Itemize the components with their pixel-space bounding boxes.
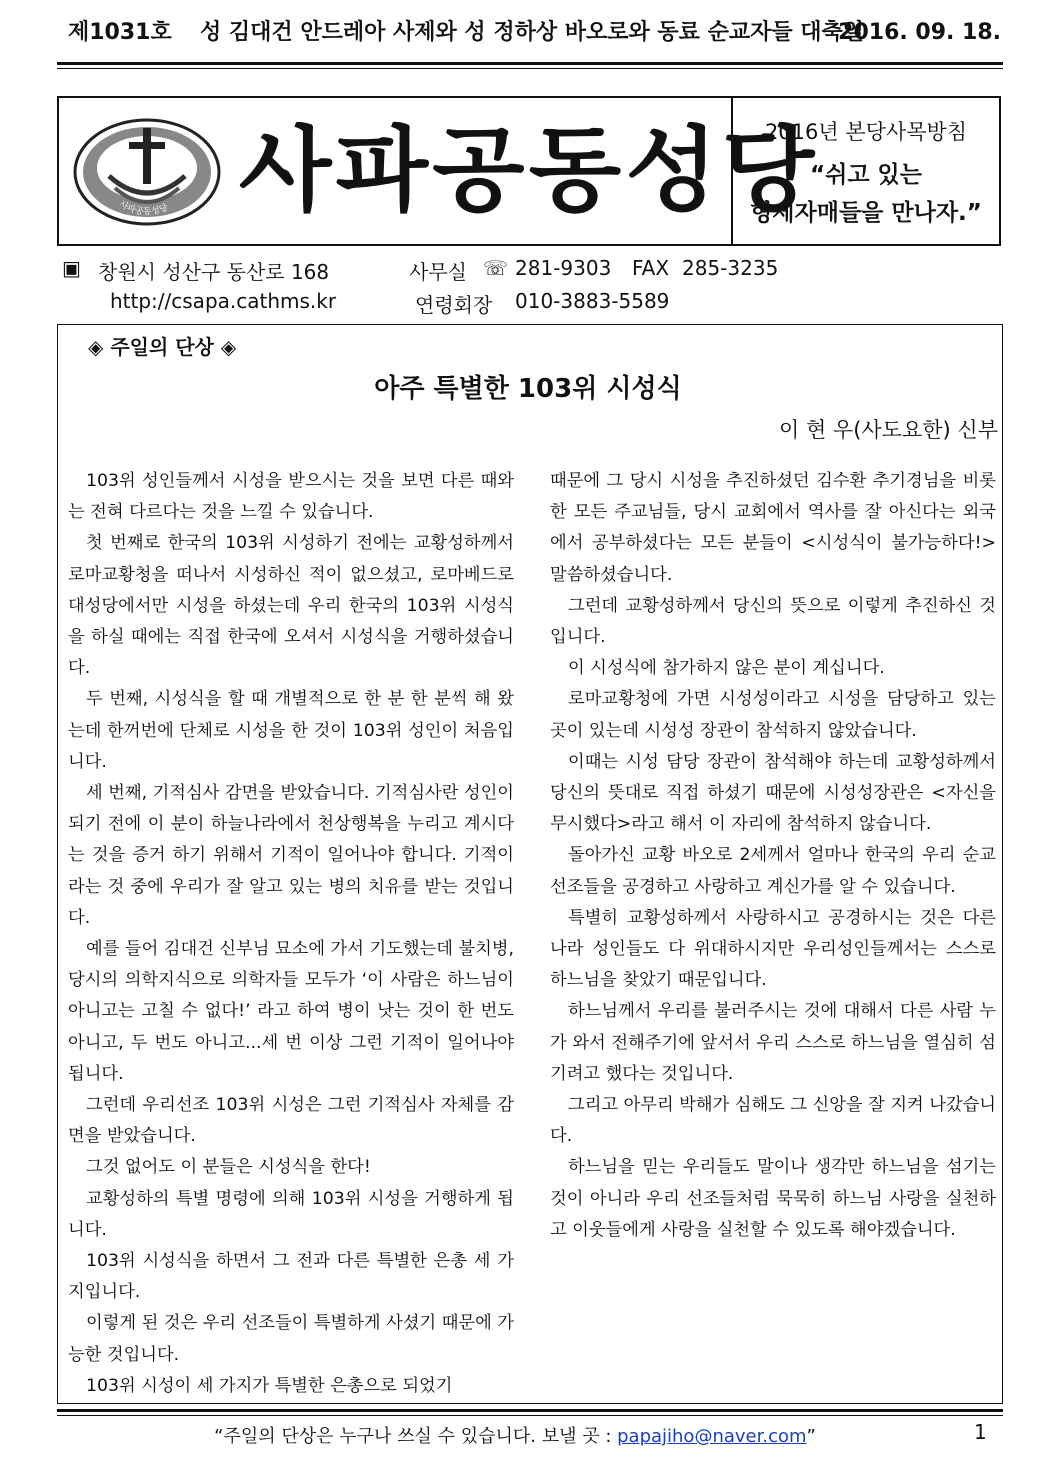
motto-line-1: “쉬고 있는 xyxy=(810,162,922,188)
issue-date: 2016. 09. 18. xyxy=(838,20,1001,45)
pastoral-motto xyxy=(731,98,999,244)
parish-emblem-icon xyxy=(73,118,221,226)
email-link[interactable]: papajiho@naver.com xyxy=(617,1426,807,1447)
paragraph: 두 번째, 시성식을 할 때 개별적으로 한 분 한 분씩 해 왔는데 한꺼번에 단체로 시성을 한 것이 103위 성인이 처음입니다. xyxy=(68,689,514,772)
paragraph: 그런데 우리선조 103위 시성은 그런 기적심사 자체를 감면을 받았습니다. xyxy=(68,1095,514,1147)
office-label: 사무실 xyxy=(409,260,467,284)
footer-rule-thin xyxy=(57,1415,1003,1416)
paragraph: 하느님을 믿는 우리들도 말이나 생각만 하느님을 섬기는 것이 아니라 우리 선조들처럼 묵묵히 하느님 사랑을 실천하고 이웃들에게 사랑을 실천할 수 있도록 해야겠습니다. xyxy=(550,1157,996,1240)
paragraph: 그런데 교황성하께서 당신의 뜻으로 이렇게 추진하신 것입니다. xyxy=(550,595,996,648)
issue-header xyxy=(60,6,1005,60)
footer-rule xyxy=(57,1409,1003,1412)
fax-label: FAX xyxy=(632,256,670,280)
paragraph: 하느님께서 우리를 불러주시는 것에 대해서 다른 사람 누가 와서 전해주기에 앞서서 우리 스스로 하느님을 열심히 섬기려고 했다는 것입니다. xyxy=(550,1001,996,1084)
paragraph: 그리고 아무리 박해가 심해도 그 신앙을 잘 지켜 나갔습니다. xyxy=(550,1095,996,1147)
newsletter-name: 사파공동성당 xyxy=(239,117,819,224)
paragraph: 때문에 그 당시 시성을 추진하셨던 김수환 추기경님을 비롯한 모든 주교님들, 당시 교회에서 역사를 잘 아신다는 외국에서 공부하셨다는 모든 분들이 <시성식이 불가능하다!> 말씀하셨습니다. xyxy=(550,471,996,585)
paragraph: 103위 성인들께서 시성을 받으시는 것을 보면 다른 때와는 전혀 다르다는 것을 느낄 수 있습니다. xyxy=(68,471,514,523)
article-column-left xyxy=(68,466,514,1396)
contact-info xyxy=(62,256,1002,320)
motto-line-2: 형제자매들을 만나자.” xyxy=(750,200,982,226)
paragraph: 103위 시성식을 하면서 그 전과 다른 특별한 은총 세 가지입니다. xyxy=(68,1251,514,1303)
chair-label: 연령회장 xyxy=(415,293,493,317)
paragraph: 교황성하의 특별 명령에 의해 103위 시성을 거행하게 됩니다. xyxy=(68,1188,514,1240)
logo-area xyxy=(59,98,819,244)
footer-text-end: ” xyxy=(806,1426,816,1447)
website-link[interactable]: http://csapa.cathms.kr xyxy=(110,289,337,313)
paragraph: 이때는 시성 담당 장관이 참석해야 하는데 교황성하께서 당신의 뜻대로 직접 하셨기 때문에 시성성장관은 <자신을 무시했다>라고 해서 이 자리에 참석하지 않습니다. xyxy=(550,751,996,835)
page-number: 1 xyxy=(974,1420,987,1444)
paragraph: 이 시성식에 참가하지 않은 분이 계십니다. xyxy=(568,658,885,679)
emblem-text: 사파공동성당 xyxy=(117,199,170,218)
paragraph: 그것 없어도 이 분들은 시성식을 한다! xyxy=(86,1157,371,1178)
paragraph: 이렇게 된 것은 우리 선조들이 특별하게 사셨기 때문에 가능한 것입니다. xyxy=(68,1313,514,1365)
masthead xyxy=(57,96,1001,246)
motto-year: 2016년 본당사목방침 xyxy=(764,120,968,144)
article-author: 이 현 우(사도요한) 신부 xyxy=(779,418,998,442)
phone-icon: ☏ xyxy=(483,256,509,280)
paragraph: 특별히 교황성하께서 사랑하시고 공경하시는 것은 다른 나라 성인들도 다 위대하시지만 우리성인들께서는 스스로 하느님을 찾았기 때문입니다. xyxy=(550,907,996,991)
issue-number: 제1031호 xyxy=(68,20,172,45)
office-phone: 281-9303 xyxy=(515,256,612,280)
paragraph: 세 번째, 기적심사 감면을 받았습니다. 기적심사란 성인이 되기 전에 이 분이 하늘나라에서 천상행복을 누리고 계시다는 것을 증거 하기 위해서 기적이 일어나야 합니다. 기적이라는 것 중에 우리가 잘 알고 있는 병의 치유를 받는 것입니다. xyxy=(68,783,514,928)
section-label: ◈ 주일의 단상 ◈ xyxy=(88,335,237,359)
article-title: 아주 특별한 103위 시성식 xyxy=(374,374,682,404)
paragraph: 로마교황청에 가면 시성성이라고 시성을 담당하고 있는 곳이 있는데 시성성 장관이 참석하지 않았습니다. xyxy=(550,689,996,741)
paragraph: 첫 번째로 한국의 103위 시성하기 전에는 교황성하께서 로마교황청을 떠나서 시성하신 적이 없으셨고, 로마베드로 대성당에서만 시성을 하셨는데 우리 한국의 103위 시성식을 하실 때에는 직접 한국에 오셔서 시성식을 거행하셨습니다. xyxy=(68,533,514,679)
chair-phone: 010-3883-5589 xyxy=(515,289,670,313)
square-marker-icon: ▣ xyxy=(62,256,81,280)
feast-title: 성 김대건 안드레아 사제와 성 정하상 바오로와 동료 순교자들 대축일 xyxy=(200,20,864,45)
paragraph: 103위 시성이 세 가지가 특별한 은총으로 되었기 xyxy=(86,1375,453,1396)
paragraph: 예를 들어 김대건 신부님 묘소에 가서 기도했는데 불치병, 당시의 의학지식으로 의학자들 모두가 ‘이 사람은 하느님이 아니고는 고칠 수 없다!’ 라고 하여 병이 낫는 것이 한 번도 아니고, 두 번도 아니고...세 번 이상 그런 기적이 일어나야 됩니다. xyxy=(68,939,514,1084)
paragraph: 돌아가신 교황 바오로 2세께서 얼마나 한국의 우리 순교선조들을 공경하고 사랑하고 계신가를 알 수 있습니다. xyxy=(550,845,996,897)
article-column-right xyxy=(550,466,996,1396)
header-rule-thin xyxy=(57,68,1003,69)
address: 창원시 성산구 동산로 168 xyxy=(98,260,330,284)
footer-text: “주일의 단상은 누구나 쓰실 수 있습니다. 보낼 곳 : xyxy=(214,1426,618,1447)
footer-note xyxy=(0,1422,1030,1448)
fax-number: 285-3235 xyxy=(682,256,779,280)
header-rule xyxy=(57,62,1003,65)
